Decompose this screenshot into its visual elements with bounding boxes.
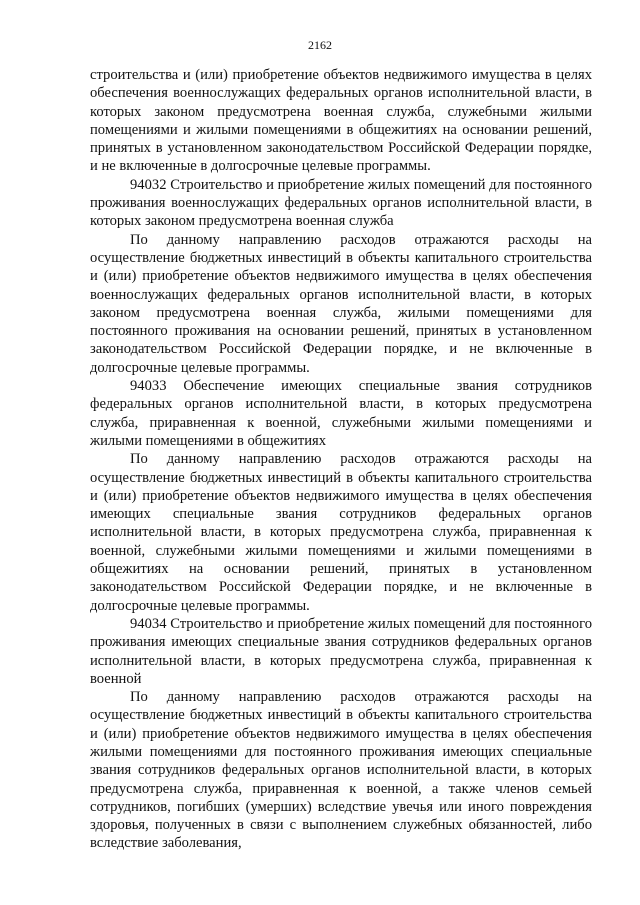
paragraph-94032-description: По данному направлению расходов отражаются расходы на осуществление бюджетных инвестиций в объекты капитального строительства и (или) приобретение объектов недвижимого имущества в целях обеспечения военнослужащих федеральных органов исполнительной власти, в которых законом предусмотрена военная служба, жилыми помещениями для постоянного проживания на основании решений, принятых в установленном законодательством Российской Федерации порядке, и не включенные в долгосрочные целевые программы. (90, 231, 592, 376)
paragraph-94034-description: По данному направлению расходов отражаются расходы на осуществление бюджетных инвестиций в объекты капитального строительства и (или) приобретение объектов недвижимого имущества в целях обеспечения жилыми помещениями для постоянного проживания имеющих специальные звания сотрудников федеральных органов исполнительной власти, в которых предусмотрена служба, приравненная к военной, а также членов семьей сотрудников, погибших (умерших) вследствие увечья или иного повреждения здоровья, полученных в связи с выполнением служебных обязанностей, либо вследствие заболевания, (90, 689, 592, 852)
document-body (90, 66, 592, 853)
paragraph-94034-heading: 94034 Строительство и приобретение жилых помещений для постоянного проживания имеющих специальные звания сотрудников федеральных органов исполнительной власти, в которых предусмотрена служба, приравненная к военной (90, 615, 592, 687)
paragraph-94032-heading: 94032 Строительство и приобретение жилых помещений для постоянного проживания военнослужащих федеральных органов исполнительной власти, в которых законом предусмотрена военная служба (90, 176, 592, 230)
paragraph-94033-heading: 94033 Обеспечение имеющих специальные звания сотрудников федеральных органов исполнительной власти, в которых предусмотрена служба, приравненная к военной, служебными жилыми помещениями и жилыми помещениями в общежитиях (90, 378, 592, 449)
paragraph-94033-description: По данному направлению расходов отражаются расходы на осуществление бюджетных инвестиций в объекты капитального строительства и (или) приобретение объектов недвижимого имущества в целях обеспечения имеющих специальные звания сотрудников федеральных органов исполнительной власти, в которых предусмотрена служба, приравненная к военной, служебными жилыми помещениями и жилыми помещениями в общежитиях на основании решений, принятых в установленном законодательством Российской Федерации порядке, и не включенные в долгосрочные целевые программы. (90, 451, 592, 614)
page-number: 2162 (308, 38, 332, 52)
paragraph-continuation: строительства и (или) приобретение объектов недвижимого имущества в целях обеспечения военнослужащих федеральных органов исполнительной власти, в которых законом предусмотрена военная служба, служебными жилыми помещениями и жилыми помещениями в общежитиях на основании решений, принятых в установленном законодательством Российской Федерации порядке, и не включенные в долгосрочные целевые программы. (90, 67, 592, 175)
